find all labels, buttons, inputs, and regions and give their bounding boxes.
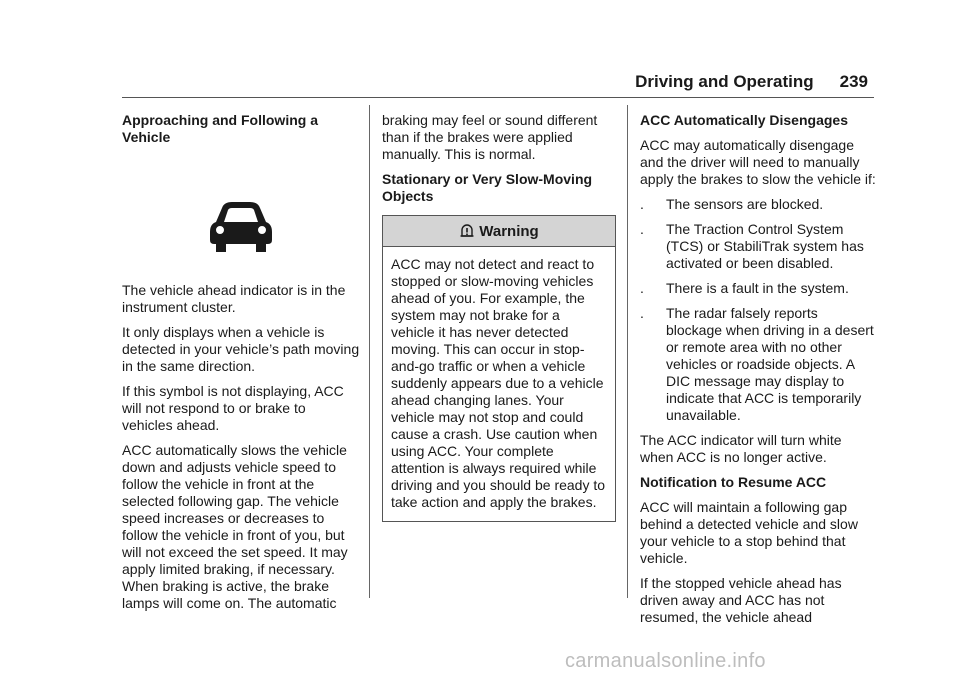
list-item: [640, 221, 876, 272]
vehicle-ahead-icon: [210, 202, 272, 252]
bullet-mark: .: [640, 280, 644, 296]
list-item-text: There is a fault in the system.: [666, 280, 849, 296]
heading-resume: Notification to Resume ACC: [640, 474, 827, 490]
header-rule: [122, 97, 874, 98]
bullet-mark: .: [640, 221, 644, 237]
paragraph: It only displays when a vehicle is detected in your vehicle’s path moving in the same direction.: [122, 324, 360, 374]
warning-header: [383, 216, 615, 247]
list-item-text: The radar falsely reports blockage when driving in a desert or remote area with no other vehicles or roadside objects. A DIC message may display to indicate that ACC is temporarily unavailable.: [666, 305, 874, 423]
paragraph: If the stopped vehicle ahead has driven away and ACC has not resumed, the vehicle ahead: [640, 575, 842, 625]
heading-approaching: Approaching and Following a Vehicle: [122, 112, 318, 145]
paragraph: The vehicle ahead indicator is in the instrument cluster.: [122, 282, 346, 315]
paragraph: braking may feel or sound different than if the brakes were applied manually. This is normal.: [382, 112, 598, 162]
list-item: [640, 196, 876, 213]
column-divider-2: [627, 105, 628, 598]
warning-box: [382, 215, 616, 522]
list-item: [640, 280, 876, 297]
page-number: 239: [839, 72, 868, 91]
column-2: [382, 112, 616, 522]
paragraph: The ACC indicator will turn white when ACC is no longer active.: [640, 432, 842, 465]
warning-icon: [459, 224, 475, 240]
heading-stationary: Stationary or Very Slow-Moving Objects: [382, 171, 593, 204]
warning-body: ACC may not detect and react to stopped or slow-moving vehicles ahead of you. For example, the system may not brake for a vehicle it has never detected moving. This can occur in stop-and-go traffic or when a vehicle suddenly appears due to a vehicle ahead changing lanes. Your vehicle may not stop and could cause a crash. Use caution when using ACC. Your complete attention is always required while driving and you should be ready to take action and apply the brakes.: [391, 256, 606, 510]
heading-disengages: ACC Automatically Disengages: [640, 112, 848, 128]
warning-title: Warning: [479, 223, 539, 240]
column-divider-1: [369, 105, 370, 598]
list-item-text: The Traction Control System (TCS) or StabiliTrak system has activated or been disabled.: [666, 221, 864, 271]
paragraph: ACC may automatically disengage and the driver will need to manually apply the brakes to slow the vehicle if:: [640, 137, 876, 187]
column-3: [640, 112, 876, 634]
list-item: [640, 305, 876, 424]
list-item-text: The sensors are blocked.: [666, 196, 824, 212]
paragraph: ACC will maintain a following gap behind a detected vehicle and slow your vehicle to a stop behind that vehicle.: [640, 499, 858, 566]
bullet-mark: .: [640, 196, 644, 212]
page-header: [635, 72, 868, 92]
section-title: Driving and Operating: [635, 72, 814, 91]
column-1: [122, 112, 360, 620]
paragraph: ACC automatically slows the vehicle down and adjusts vehicle speed to follow the vehicle in front at the selected following gap. The vehicle speed increases or decreases to follow the vehicle in front of you, but will not exceed the set speed. It may apply limited braking, if necessary. When braking is active, the brake lamps will come on. The automatic: [122, 442, 348, 611]
paragraph: If this symbol is not displaying, ACC will not respond to or brake to vehicles ahead.: [122, 383, 344, 433]
bullet-mark: .: [640, 305, 644, 321]
watermark: carmanualsonline.info: [565, 650, 766, 672]
